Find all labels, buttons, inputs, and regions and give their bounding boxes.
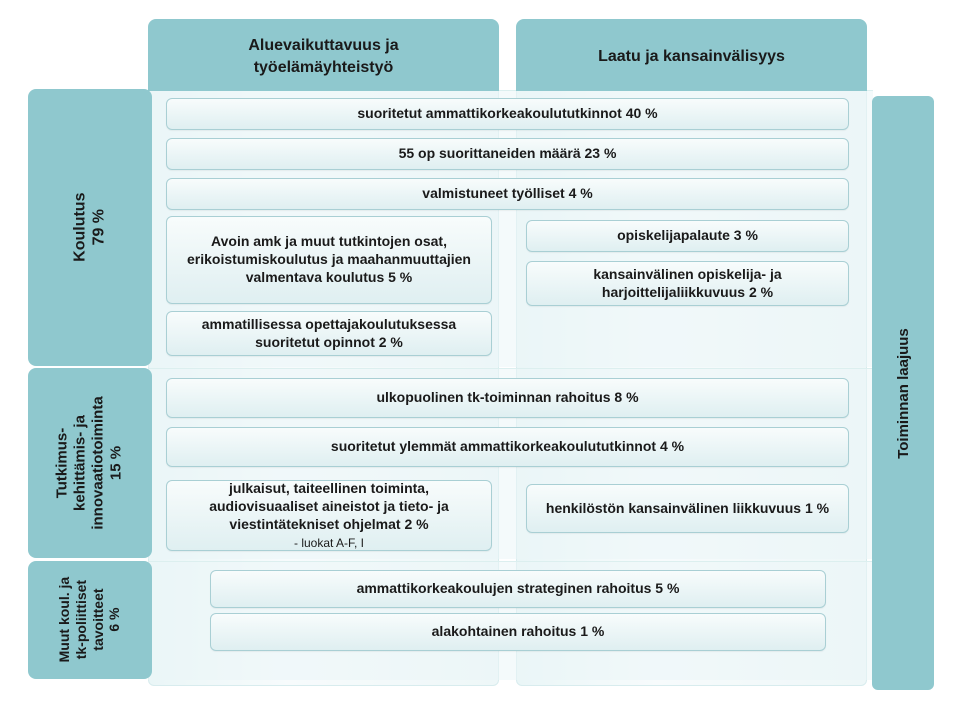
- row-label-muut: [28, 561, 152, 679]
- side-bar-label: Toiminnan laajuus: [894, 327, 912, 459]
- side-bar-toiminnan-laajuus: [872, 96, 934, 690]
- box-julkaisut: [166, 480, 492, 551]
- box-julkaisut-text: julkaisut, taiteellinen toiminta, audiovisuaaliset aineistot ja tieto- ja viestintätekniset ohjelmat 2 %: [209, 479, 449, 532]
- box-opettajakoulutus: ammatillisessa opettajakoulutuksessa suoritetut opinnot 2 %: [166, 311, 492, 356]
- box-strateginen-rahoitus: ammattikorkeakoulujen strateginen rahoitus 5 %: [210, 570, 826, 608]
- box-julkaisut-subtext: - luokat A-F, I: [293, 535, 365, 550]
- column-header-aluevaikuttavuus: Aluevaikuttavuus ja työelämäyhteistyö: [148, 19, 499, 91]
- box-55op: 55 op suorittaneiden määrä 23 %: [166, 138, 849, 170]
- row-label-tki-text: Tutkimus- kehittämis- ja innovaatiotoiminta 15 %: [54, 396, 125, 530]
- box-alakohtainen-rahoitus: alakohtainen rahoitus 1 %: [210, 613, 826, 651]
- row-label-koulutus-text: Koulutus 79 %: [71, 192, 108, 263]
- row-label-koulutus: [28, 89, 152, 366]
- box-opiskelijaliikkuvuus: kansainvälinen opiskelija- ja harjoittelijaliikkuvuus 2 %: [526, 261, 849, 306]
- box-suoritetut-tutkinnot: suoritetut ammattikorkeakoulututkinnot 40 %: [166, 98, 849, 130]
- box-avoin-amk: Avoin amk ja muut tutkintojen osat, erikoistumiskoulutus ja maahanmuuttajien valmentava koulutus 5 %: [166, 216, 492, 304]
- box-tyolliset: valmistuneet työlliset 4 %: [166, 178, 849, 210]
- box-tk-rahoitus: ulkopuolinen tk-toiminnan rahoitus 8 %: [166, 378, 849, 418]
- column-header-laatu: Laatu ja kansainvälisyys: [516, 19, 867, 91]
- box-opiskelijapalaute: opiskelijapalaute 3 %: [526, 220, 849, 252]
- box-henkilosto-liikkuvuus: henkilöstön kansainvälinen liikkuvuus 1 %: [526, 484, 849, 533]
- box-ylemmat-tutkinnot: suoritetut ylemmät ammattikorkeakoulututkinnot 4 %: [166, 427, 849, 467]
- row-label-muut-text: Muut koul. ja tk-poliittiset tavoitteet 6 %: [56, 577, 123, 663]
- row-label-tki: [28, 368, 152, 558]
